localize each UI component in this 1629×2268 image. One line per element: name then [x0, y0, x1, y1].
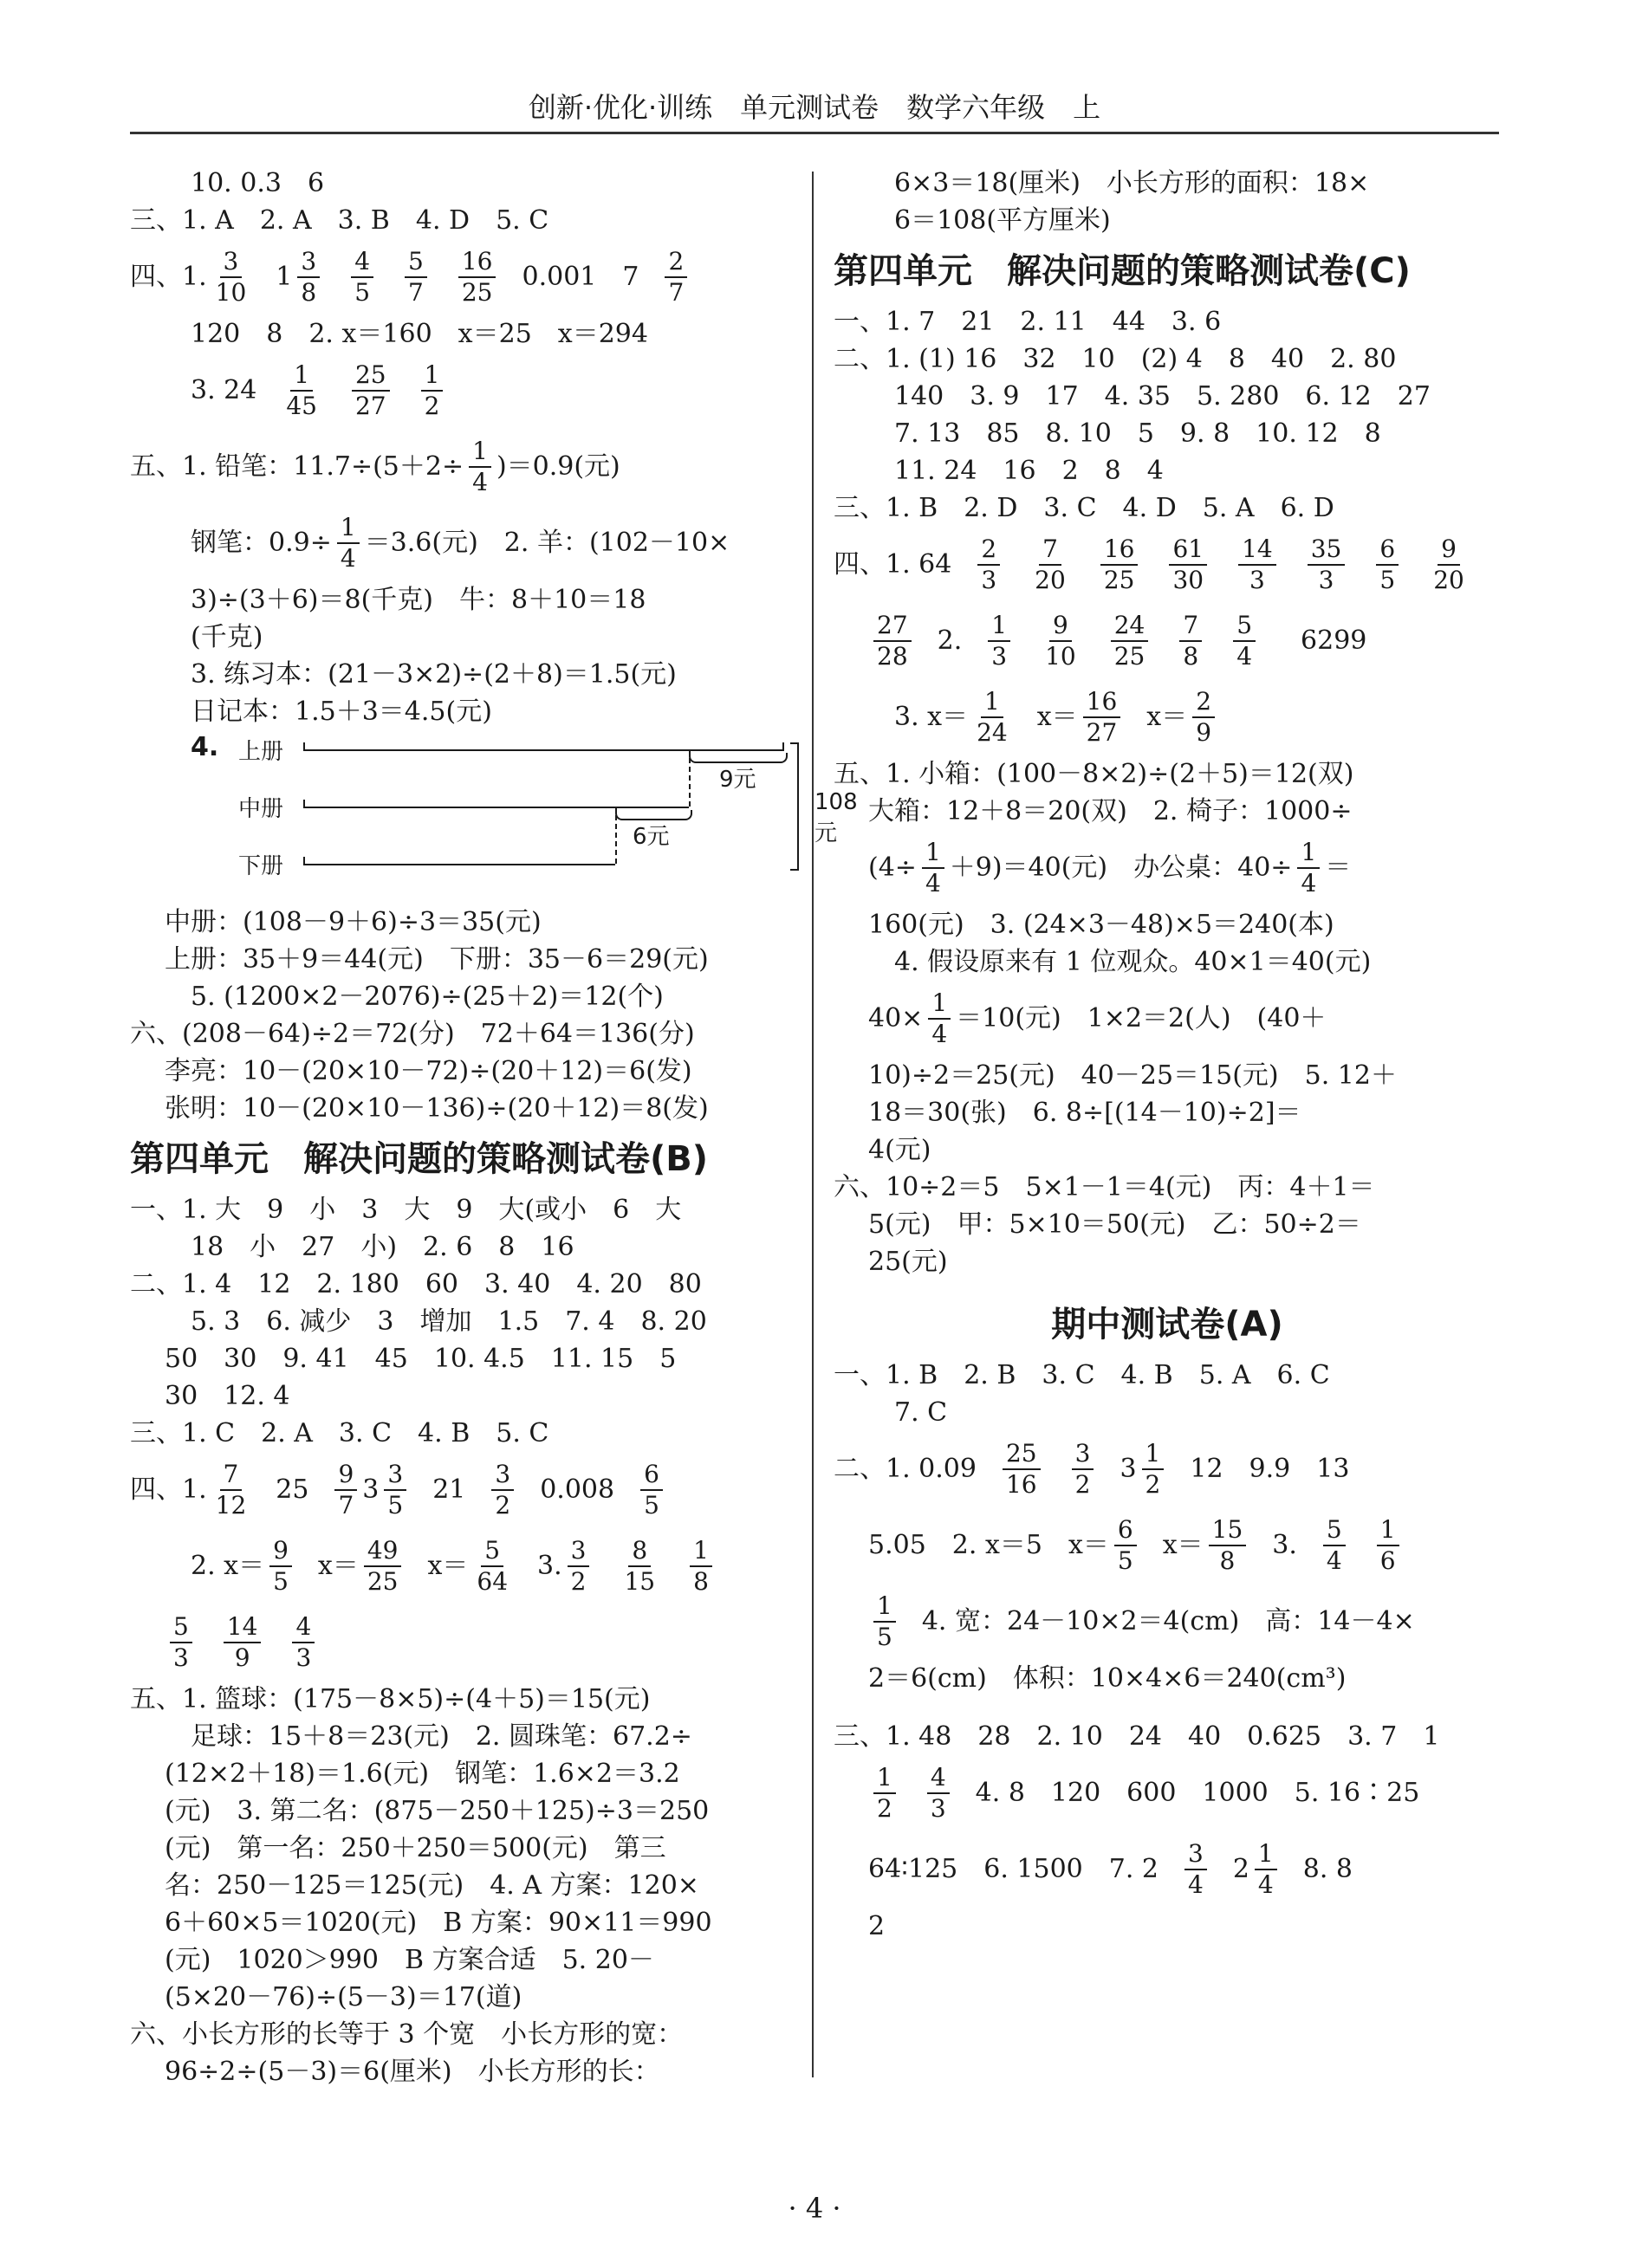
- answer-line-fractions: 四、1. 64 $\frac{2}{3}$ $\frac{7}{20}$ $\frac{16}{25}$ $\frac{61}{30}$ $\frac{14}{3}$ $\frac{35}{3}$ $\frac{6}{5}$ $\frac{9}{20}$: [834, 527, 1501, 603]
- answer-line: 中册：(108－9＋6)÷3＝35(元): [165, 907, 542, 937]
- answer-line-fractions: 四、1. $\frac{7}{12}$ 25 $\frac{9}{7}$ 3 $\frac{3}{5}$ 21 $\frac{3}{2}$ 0.008 $\frac{6}{5}$: [130, 1452, 797, 1528]
- fraction: $\frac{3}{2}$: [568, 1536, 590, 1597]
- fraction: $\frac{14}{3}$: [1238, 535, 1276, 595]
- top-segment: [303, 749, 784, 751]
- fraction: $\frac{3}{10}$: [215, 247, 247, 307]
- fraction: $\frac{16}{25}$: [458, 247, 496, 308]
- answer-line-fractions: 40× $\frac{1}{4}$ ＝10(元) 1×2＝2(人) (40＋: [868, 988, 1327, 1048]
- right-column: [834, 165, 1501, 1945]
- fraction: $\frac{9}{5}$: [269, 1536, 292, 1597]
- fraction: $\frac{5}{4}$: [1323, 1515, 1346, 1576]
- answer-line-fractions: 二、1. 0.09 $\frac{25}{16}$ $\frac{3}{2}$ 3 $\frac{1}{2}$ 12 9.9 13: [834, 1439, 1350, 1499]
- fraction: $\frac{1}{24}$: [977, 687, 1008, 747]
- answer-line-fractions: $\frac{1}{5}$ 4. 宽：24－10×2＝4(cm) 高：14－4×: [834, 1584, 1501, 1660]
- answer-line: (元) 第一名：250＋250＝500(元) 第三: [165, 1833, 666, 1863]
- fraction: $\frac{1}{45}$: [286, 360, 317, 420]
- fraction: $\frac{1}{4}$: [922, 838, 944, 898]
- answer-line: 2＝6(cm) 体积：10×4×6＝240(cm³): [868, 1663, 1347, 1694]
- fraction: $\frac{3}{2}$: [1072, 1439, 1094, 1500]
- fraction: $\frac{5}{64}$: [477, 1536, 509, 1596]
- answer-line: 3. 练习本：(21－3×2)÷(2＋8)＝1.5(元): [191, 659, 677, 690]
- fraction: $\frac{9}{7}$: [334, 1460, 357, 1520]
- answer-line-fractions: [130, 1604, 797, 1681]
- fraction: $\frac{2}{7}$: [665, 247, 687, 308]
- answer-line-fractions: $\frac{27}{28}$ 2. $\frac{1}{3}$ $\frac{9}{10}$ $\frac{24}{25}$ $\frac{7}{8}$ $\frac{5}{4}$ 6299: [834, 603, 1501, 679]
- answer-line: 一、1. 大 9 小 3 大 9 大(或小 6 大: [130, 1195, 682, 1225]
- fraction: $\frac{1}{4}$: [469, 437, 491, 497]
- answer-line: 上册：35＋9＝44(元) 下册：35－6＝29(元): [165, 944, 709, 975]
- label-108-yuan: 108元: [814, 789, 858, 846]
- fraction: $\frac{3}{8}$: [297, 247, 320, 308]
- answer-line-fractions: 64∶125 6. 1500 7. 2 $\frac{3}{4}$ 2 $\frac{1}{4}$ 8. 8: [868, 1839, 1353, 1899]
- answer-line: (12×2＋18)＝1.6(元) 钢笔：1.6×2＝3.2: [165, 1759, 680, 1789]
- answer-line: 五、1. 小箱：(100－8×2)÷(2＋5)＝12(双): [834, 759, 1354, 789]
- fraction: $\frac{3}{5}$: [384, 1460, 406, 1520]
- answer-line: 三、1. A 2. A 3. B 4. D 5. C: [130, 205, 549, 236]
- answer-line: (千克): [191, 622, 263, 652]
- section-title: 第四单元 解决问题的策略测试卷(C): [834, 251, 1411, 291]
- fraction: $\frac{6}{5}$: [1376, 535, 1399, 595]
- fraction: $\frac{4}{5}$: [351, 247, 373, 308]
- answer-line: 六、小长方形的长等于 3 个宽 小长方形的宽：: [130, 2019, 684, 2050]
- fraction: $\frac{24}{25}$: [1111, 611, 1149, 671]
- fraction: $\frac{9}{10}$: [1045, 611, 1076, 671]
- answer-line: 2: [868, 1911, 886, 1941]
- fraction: $\frac{5}{3}$: [170, 1612, 192, 1673]
- fraction: $\frac{2}{9}$: [1192, 687, 1215, 748]
- fraction: $\frac{1}{2}$: [873, 1763, 896, 1824]
- answer-line: 4(元): [868, 1135, 931, 1165]
- diagram-label-bottom: 下册: [238, 853, 284, 879]
- section-title: 期中测试卷(A): [1051, 1305, 1283, 1345]
- fraction: $\frac{16}{27}$: [1083, 687, 1121, 748]
- answer-line-fractions: $\frac{1}{2}$ $\frac{4}{3}$ 4. 8 120 600 1000 5. 16∶25: [834, 1755, 1501, 1831]
- answer-line: 6×3＝18(厘米) 小长方形的面积：18×: [894, 168, 1370, 198]
- answer-line: 李亮：10－(20×10－72)÷(20＋12)＝6(发): [165, 1056, 692, 1086]
- answer-line: 三、1. 48 28 2. 10 24 40 0.625 3. 7 1: [834, 1721, 1440, 1752]
- fraction: $\frac{7}{8}$: [1179, 611, 1202, 671]
- fraction: $\frac{5}{4}$: [1233, 611, 1256, 671]
- label-6-yuan: 6元: [633, 824, 670, 850]
- fraction: $\frac{7}{20}$: [1035, 535, 1066, 594]
- fraction: $\frac{6}{5}$: [640, 1460, 663, 1520]
- diagram-label-top: 上册: [238, 739, 284, 765]
- fraction: $\frac{1}{3}$: [988, 611, 1010, 671]
- answer-line: 名：250－125＝125(元) 4. A 方案：120×: [165, 1870, 699, 1901]
- answer-line-fractions: 钢笔：0.9÷ $\frac{1}{4}$ ＝3.6(元) 2. 羊：(102－10×: [191, 513, 730, 573]
- bottom-segment: [303, 864, 615, 865]
- fraction: $\frac{25}{16}$: [1003, 1439, 1041, 1500]
- answer-line: 六、10÷2＝5 5×1－1＝4(元) 丙：4＋1＝: [834, 1172, 1375, 1202]
- fraction: $\frac{1}{4}$: [1297, 838, 1320, 898]
- answer-line: 7. 13 85 8. 10 5 9. 8 10. 12 8: [894, 418, 1381, 449]
- fraction: $\frac{8}{15}$: [624, 1536, 656, 1596]
- answer-line: 120 8 2. x＝160 x＝25 x＝294: [191, 319, 648, 349]
- fraction: $\frac{35}{3}$: [1308, 535, 1346, 595]
- left-column: [130, 165, 858, 2090]
- fraction: $\frac{1}{5}$: [873, 1591, 896, 1652]
- answer-line: 10. 0.3 6: [191, 168, 325, 198]
- label-9-yuan: 9元: [719, 767, 756, 793]
- answer-line: 5. 3 6. 减少 3 增加 1.5 7. 4 8. 20: [191, 1306, 707, 1337]
- fraction: $\frac{1}{2}$: [1142, 1439, 1165, 1500]
- answer-line: 140 3. 9 17 4. 35 5. 280 6. 12 27: [894, 381, 1431, 411]
- section-title: 第四单元 解决问题的策略测试卷(B): [130, 1139, 709, 1179]
- fraction: $\frac{25}{27}$: [352, 360, 390, 421]
- fraction: $\frac{1}{4}$: [928, 988, 951, 1049]
- answer-line: 50 30 9. 41 45 10. 4.5 11. 15 5: [165, 1344, 677, 1374]
- fraction: $\frac{1}{2}$: [421, 360, 444, 421]
- segment-diagram: 4. 上册 中册 下册 9元 6元 108元: [191, 732, 858, 879]
- page-number: · 4 ·: [788, 2192, 841, 2225]
- answer-line: 一、1. 7 21 2. 11 44 3. 6: [834, 307, 1222, 337]
- answer-line: 张明：10－(20×10－136)÷(20＋12)＝8(发): [165, 1093, 709, 1124]
- answer-line: 18 小 27 小) 2. 6 8 16: [191, 1232, 574, 1262]
- fraction: $\frac{1}{8}$: [690, 1536, 712, 1597]
- column-divider: [812, 172, 814, 2077]
- answer-line-fractions: (4÷ $\frac{1}{4}$ ＋9)＝40(元) 办公桌：40÷ $\frac{1}{4}$ ＝: [868, 838, 1352, 897]
- answer-line: 日记本：1.5＋3＝4.5(元): [191, 697, 492, 727]
- fraction: $\frac{16}{25}$: [1100, 535, 1139, 595]
- fraction: $\frac{7}{12}$: [215, 1460, 247, 1520]
- fraction: $\frac{4}{3}$: [292, 1612, 315, 1673]
- answer-line: 三、1. B 2. D 3. C 4. D 5. A 6. D: [834, 493, 1334, 523]
- fraction: $\frac{9}{20}$: [1433, 535, 1464, 594]
- middle-segment: [303, 807, 689, 808]
- diagram-label-middle: 中册: [238, 796, 284, 822]
- answer-line: 5. (1200×2－2076)÷(25＋2)＝12(个): [191, 982, 664, 1012]
- answer-line: 6＝108(平方厘米): [894, 205, 1111, 236]
- fraction: $\frac{4}{3}$: [927, 1763, 950, 1824]
- fraction: $\frac{5}{7}$: [405, 247, 427, 308]
- answer-line: 25(元): [868, 1247, 948, 1277]
- answer-line: 7. C: [894, 1397, 948, 1428]
- answer-line-fractions: 5.05 2. x＝5 x＝ $\frac{6}{5}$ x＝ $\frac{15}{8}$ 3. $\frac{5}{4}$ $\frac{1}{6}$: [834, 1507, 1501, 1584]
- answer-line: 4. 假设原来有 1 位观众。40×1＝40(元): [894, 947, 1372, 977]
- answer-line-fractions: 3. 24 $\frac{1}{45}$ $\frac{25}{27}$ $\frac{1}{2}$: [130, 353, 797, 429]
- answer-line: 11. 24 16 2 8 4: [894, 456, 1164, 486]
- answer-line-fractions: 五、1. 铅笔：11.7÷(5＋2÷ $\frac{1}{4}$ )＝0.9(元): [130, 437, 620, 496]
- answer-line: (元) 3. 第二名：(875－250＋125)÷3＝250: [165, 1796, 710, 1826]
- fraction: $\frac{3}{4}$: [1184, 1839, 1207, 1900]
- answer-line-fractions: 2. x＝ $\frac{9}{5}$ x＝ $\frac{49}{25}$ x＝ $\frac{5}{64}$ 3. $\frac{3}{2}$ $\frac{8}{15}$ $\frac{1}{8}$: [130, 1528, 797, 1604]
- answer-line: 18＝30(张) 6. 8÷[(14－10)÷2]＝: [868, 1098, 1301, 1128]
- fraction: $\frac{15}{8}$: [1209, 1515, 1247, 1576]
- answer-line: 二、1. (1) 16 32 10 (2) 4 8 40 2. 80: [834, 344, 1397, 374]
- answer-line: (元) 1020＞990 B 方案合适 5. 20－: [165, 1945, 654, 1975]
- answer-line: 96÷2÷(5－3)＝6(厘米) 小长方形的长：: [165, 2057, 660, 2087]
- answer-line: 足球：15＋8＝23(元) 2. 圆珠笔：67.2÷: [191, 1721, 692, 1752]
- answer-line: 30 12. 4: [165, 1381, 290, 1411]
- fraction: $\frac{3}{2}$: [491, 1460, 514, 1520]
- answer-line: 6＋60×5＝1020(元) B 方案：90×11＝990: [165, 1908, 712, 1938]
- answer-line: (5×20－76)÷(5－3)＝17(道): [165, 1982, 522, 2012]
- fraction: $\frac{27}{28}$: [873, 611, 912, 671]
- answer-line: 160(元) 3. (24×3－48)×5＝240(本): [868, 910, 1334, 940]
- answer-line-fractions: 3. x＝ $\frac{1}{24}$ x＝ $\frac{16}{27}$ x＝ $\frac{2}{9}$: [834, 679, 1501, 755]
- answer-line-fractions: 四、1. $\frac{3}{10}$ 1 $\frac{3}{8}$ $\frac{4}{5}$ $\frac{5}{7}$ $\frac{16}{25}$ 0.001 7 $\frac{2}{7}$: [130, 239, 797, 315]
- answer-line: 大箱：12＋8＝20(双) 2. 椅子：1000÷: [868, 796, 1353, 826]
- answer-line: 五、1. 篮球：(175－8×5)÷(4＋5)＝15(元): [130, 1684, 651, 1714]
- page-header: 创新·优化·训练 单元测试卷 数学六年级 上: [130, 83, 1499, 134]
- answer-line: 3)÷(3＋6)＝8(千克) 牛：8＋10＝18: [191, 585, 646, 615]
- fraction: $\frac{49}{25}$: [364, 1536, 402, 1597]
- fraction: $\frac{1}{6}$: [1377, 1515, 1399, 1576]
- fraction: $\frac{14}{9}$: [224, 1612, 262, 1673]
- answer-line: 5(元) 甲：5×10＝50(元) 乙：50÷2＝: [868, 1209, 1361, 1240]
- fraction: $\frac{61}{30}$: [1169, 535, 1207, 595]
- fraction: $\frac{6}{5}$: [1114, 1515, 1137, 1576]
- answer-line: 三、1. C 2. A 3. C 4. B 5. C: [130, 1418, 549, 1448]
- fraction: $\frac{2}{3}$: [977, 535, 1000, 595]
- answer-line: 二、1. 4 12 2. 180 60 3. 40 4. 20 80: [130, 1269, 702, 1299]
- answer-line: 一、1. B 2. B 3. C 4. B 5. A 6. C: [834, 1360, 1330, 1390]
- fraction: $\frac{1}{4}$: [1255, 1839, 1277, 1900]
- answer-line: 10)÷2＝25(元) 40－25＝15(元) 5. 12＋: [868, 1060, 1397, 1091]
- answer-line: 六、(208－64)÷2＝72(分) 72＋64＝136(分): [130, 1019, 695, 1049]
- fraction: $\frac{1}{4}$: [337, 513, 360, 573]
